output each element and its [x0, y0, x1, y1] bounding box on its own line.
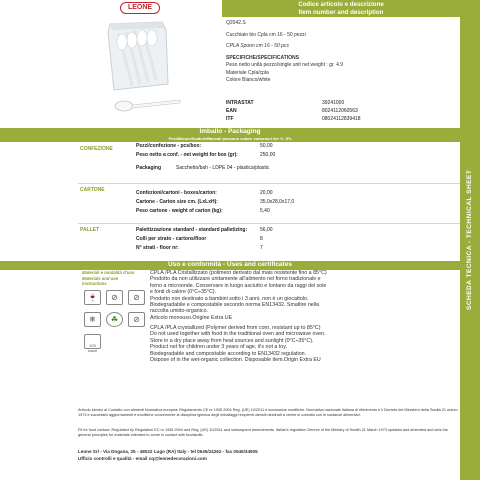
- row-key: Confezioni/cartoni - boxes/carton:: [136, 190, 217, 196]
- packaging-bar: [0, 128, 460, 142]
- code-key: EAN: [226, 107, 237, 114]
- row-key: Colli per strato - cartons/floor: [136, 236, 207, 242]
- pallet-label: PALLET: [80, 227, 100, 233]
- item-desc-it: Cucchiaio bio Cpla cm 16 - 50 pezzi: [226, 31, 306, 38]
- table-row: [136, 189, 340, 198]
- code-key: ITF: [226, 115, 234, 122]
- item-description: [226, 20, 460, 85]
- footer-quality-contact: Ufficio controlli e qualità - email cq@leonedecorazioni.com: [78, 456, 207, 461]
- row-key: Peso cartone - weight of carton (kg):: [136, 208, 223, 214]
- no-oven-icon: ⊘: [106, 290, 123, 305]
- usage-line: Product not for children under 3 years of age, it's not a toy.: [150, 344, 287, 351]
- usage-label-en: Materials and use instructions: [82, 275, 119, 286]
- side-band-title: SCHEDA TECNICA - TECHNICAL SHEET: [466, 169, 473, 311]
- row-key: Peso netto a conf. - net weight for box (gr):: [136, 152, 238, 158]
- usage-line: forno a microonde. Conservare in luogo asciutto e lontano da raggi del sole: [150, 282, 327, 289]
- row-value: 7: [260, 245, 263, 251]
- row-value: 250,00: [260, 152, 276, 158]
- item-desc-en: CPLA Spoon cm 16 - 50 pcs: [226, 43, 289, 49]
- no-microwave-icon: ⊘: [128, 290, 145, 305]
- temperature-badge-icon: 100 wave: [84, 334, 101, 349]
- row-value: 50,00: [260, 143, 273, 149]
- table-row: [136, 226, 340, 235]
- table-row: [136, 142, 356, 151]
- table-row: [136, 244, 340, 253]
- code-row: [226, 100, 460, 108]
- row-value: 8: [260, 236, 263, 242]
- row-key: Cartone - Carton size cm. (LxLxH):: [136, 199, 218, 205]
- regulation-note-it: Articolo idoneo al Contatto con alimenti Normativa europea: Regolamento CE nr 1935 2004 Reg. (UE) 10/2011 e successive modifiche. Normativa nazionale italiana di riferimento è il Decreto del Ministero della Sanità 21 marzo 1973 e successivi aggiornamenti e modifiche concernente la disciplina igienica degli imballaggi recipienti utensili destinati a venire in contatto con le sostanze alimentari.: [78, 408, 458, 417]
- row-key: N° strati - floor nr:: [136, 245, 179, 251]
- table-row: [136, 235, 340, 244]
- code-value: 39241000: [322, 100, 345, 106]
- confezione-table: [136, 142, 356, 173]
- confezione-label: CONFEZIONE: [80, 146, 113, 152]
- regulation-note-en: Fit for food contact. Regulated by Regulation EC nr 1935 2004 and Reg. (UE) 10/2011 and subsequent amendments. Italian's regulation Decree of the Ministry of Health 21 March 1973 updated and amended and sets the general principles for materials intended to come in contact with foodstuffs.: [78, 428, 448, 437]
- table-row: [136, 207, 340, 216]
- usage-line: raccolta umido-organico.: [150, 308, 208, 315]
- compostable-leaf-icon: ☘: [106, 312, 123, 327]
- packaging-title: Imballo - Packaging: [199, 128, 261, 135]
- divider: [78, 223, 460, 224]
- usage-text-it: [150, 270, 450, 321]
- header-line-en: Item number and description: [298, 9, 384, 16]
- symbol-icons: [84, 290, 144, 360]
- usage-line: CPLA /PLA crystallized (Polymer derived from corn, resistant up to 85°C): [150, 325, 321, 331]
- usage-text-en: [150, 325, 450, 363]
- code-value: 8024112060563: [322, 107, 358, 114]
- code-value: 08024112839418: [322, 115, 361, 122]
- divider: [78, 183, 460, 184]
- row-key: Pezzi/confezione - pcs/box:: [136, 143, 202, 149]
- table-row: [136, 198, 340, 207]
- usage-line: e fonti di calore (0°C÷35°C).: [150, 289, 217, 296]
- usage-bar: [0, 261, 460, 270]
- spec-title: SPECIFICHE/SPECIFICATIONS: [226, 54, 299, 61]
- cartone-label: CARTONE: [80, 187, 105, 193]
- spoon-pack-illustration: [92, 20, 188, 118]
- usage-side-labels: [82, 270, 142, 287]
- item-code: Q2042.S: [226, 20, 246, 26]
- company-footer: [78, 448, 460, 462]
- code-row: [226, 116, 460, 124]
- usage-line: Articolo monouso.Origine Extra UE: [150, 314, 233, 321]
- code-key: INTRASTAT: [226, 100, 254, 106]
- usage-line: Biodegradable and compostable according to EN13432 regulation.: [150, 350, 307, 357]
- row-value: 35,0x28,0x17,0: [260, 199, 295, 205]
- row-value: 5,40: [260, 208, 270, 214]
- usage-title: Uso e conformità - Uses and certificates: [168, 261, 292, 268]
- no-dishwasher-icon: ⊘: [128, 312, 145, 327]
- product-image: [92, 20, 188, 118]
- cartone-table: [136, 189, 340, 216]
- usage-line: Store in a dry place away from heat sources and sunlight (0°C÷35°C).: [150, 337, 314, 344]
- table-row: [136, 151, 356, 160]
- packaging-subtitle: Pesi/Misure/Scatole/Bancali possono subire variazioni del +/- 5%: [168, 136, 292, 141]
- usage-line: Prodotto da non utilizzare unitamente all'alimento nel forno tradizionale e: [150, 276, 321, 283]
- usage-label-it: Materiali e modalità d'uso: [82, 270, 135, 275]
- spec-color: Colore Bianco/white: [226, 77, 271, 83]
- table-row: [136, 164, 356, 173]
- spec-weight: Peso netto unità pezzo/single unit net weight : gr. 4.9: [226, 62, 344, 68]
- codes-table: [226, 100, 460, 123]
- usage-line: Dispose of in the wet-organic collection. Disposable item.Origin Extra EU: [150, 357, 321, 364]
- usage-line: Do not used together with food in the traditional oven and microwave oven.: [150, 331, 326, 338]
- header-line-it: Codice articolo e descrizione: [298, 1, 384, 8]
- header-bar: [222, 0, 460, 17]
- row-value: 20,00: [260, 190, 273, 196]
- row-key: Packaging: [136, 165, 162, 171]
- footer-address: Leone Srl - Via Dogana, 25 - 48022 Lugo (RA) Italy - tel 0545/24262 - fax 0545/34505: [78, 449, 258, 454]
- row-value: Sacchetto/bah - LDPE 04 - plastica/plastic: [176, 165, 270, 171]
- usage-line: Biodegradabile e compostabile secondo norma EN13432. Smaltire nella: [150, 302, 320, 309]
- row-key: Palettizzazione standard - standard palletizing:: [136, 227, 248, 233]
- spec-material: Materiale Cpla/cpla: [226, 69, 269, 76]
- brand-logo: LEONE: [120, 2, 160, 14]
- usage-line: Prodotto non destinato a bambini sotto i 3 anni, non è un giocattolo.: [150, 295, 309, 302]
- code-row: [226, 108, 460, 116]
- wine-glass-fork-icon: 🍷: [84, 290, 101, 305]
- usage-line: CPLA /PLA Cristallizzato (polimero derivato dal mais resistente fino a 85°C): [150, 270, 327, 276]
- row-value: 56,00: [260, 227, 273, 233]
- pallet-table: [136, 226, 340, 253]
- temperature-icon: ❄: [84, 312, 101, 327]
